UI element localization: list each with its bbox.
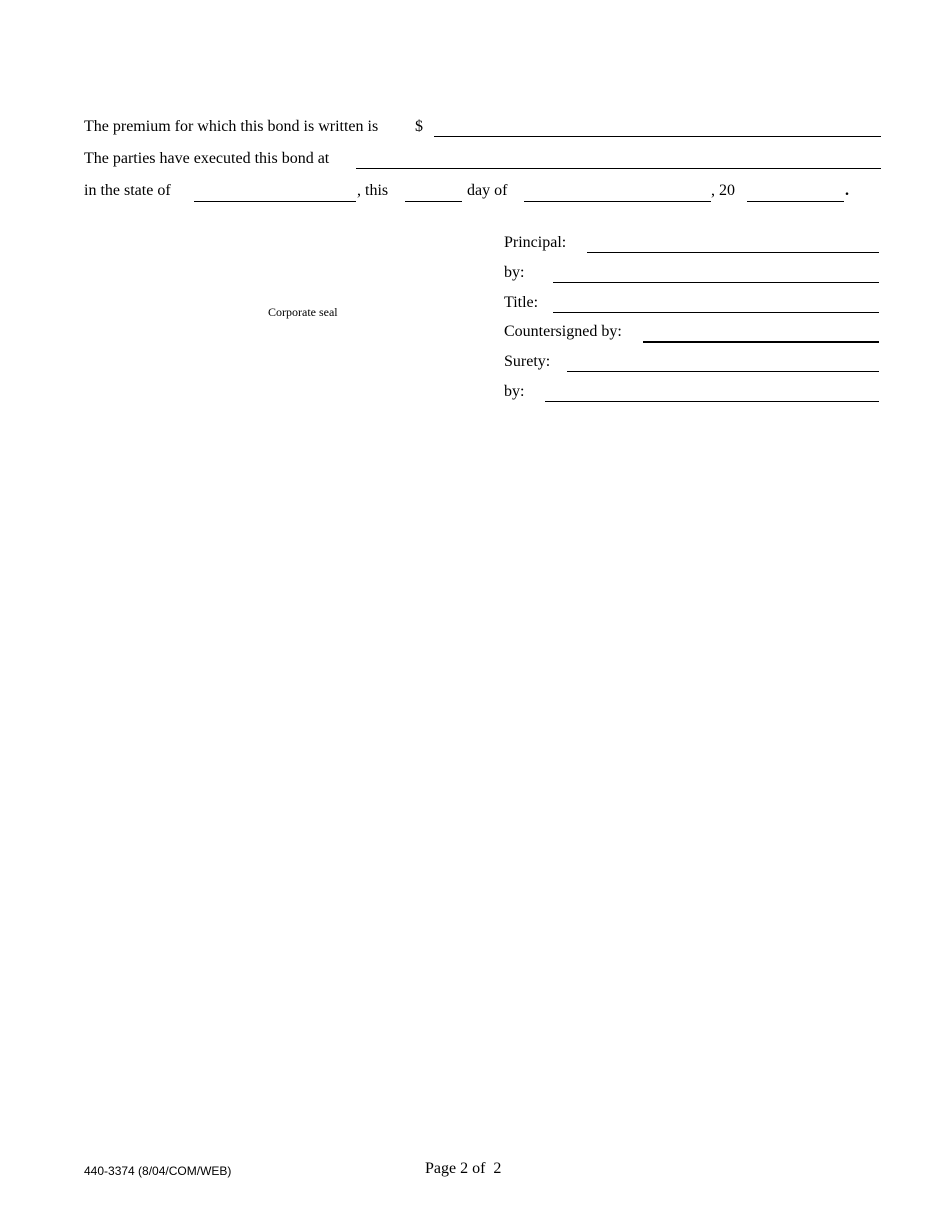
form-number: 440-3374 (8/04/COM/WEB) <box>84 1164 232 1178</box>
premium-field[interactable] <box>434 136 881 137</box>
title-label: Title: <box>504 294 539 311</box>
surety-label: Surety: <box>504 353 551 370</box>
surety-field[interactable] <box>567 371 879 372</box>
executed-at-label: The parties have executed this bond at <box>84 150 330 167</box>
principal-label: Principal: <box>504 234 567 251</box>
this-label: , this <box>357 182 389 199</box>
day-field[interactable] <box>405 201 462 202</box>
executed-at-field[interactable] <box>356 168 881 169</box>
state-field[interactable] <box>194 201 356 202</box>
month-field[interactable] <box>524 201 711 202</box>
corporate-seal-label: Corporate seal <box>268 305 338 319</box>
year-field[interactable] <box>747 201 844 202</box>
currency-symbol: $ <box>415 118 423 135</box>
year-prefix: , 20 <box>711 182 735 199</box>
principal-by-label: by: <box>504 264 525 281</box>
day-of-label: day of <box>467 182 508 199</box>
premium-label: The premium for which this bond is written is <box>84 118 379 135</box>
countersigned-field[interactable] <box>643 341 879 343</box>
state-label: in the state of <box>84 182 171 199</box>
surety-by-label: by: <box>504 383 525 400</box>
countersigned-label: Countersigned by: <box>504 323 622 340</box>
surety-by-field[interactable] <box>545 401 879 402</box>
page-number: Page 2 of 2 <box>425 1160 502 1177</box>
principal-by-field[interactable] <box>553 282 879 283</box>
principal-field[interactable] <box>587 252 879 253</box>
title-field[interactable] <box>553 312 879 313</box>
period-mark: . <box>845 182 849 199</box>
